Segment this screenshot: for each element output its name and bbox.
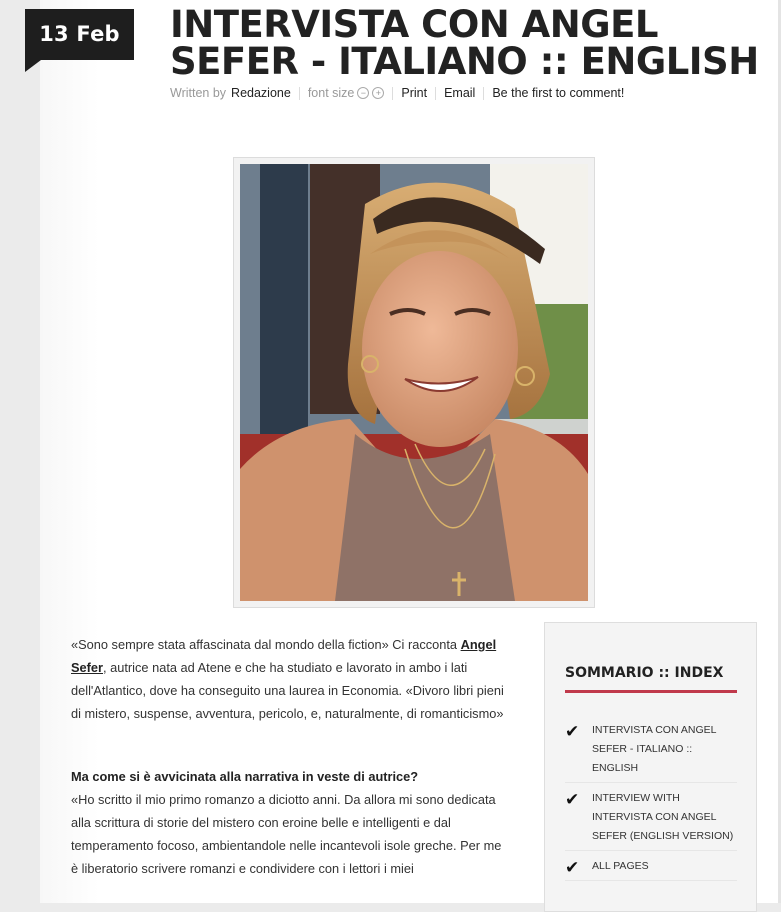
article-title: INTERVISTA CON ANGEL SEFER - ITALIANO :: ENGLISH xyxy=(170,3,759,83)
written-by-label: Written by xyxy=(170,86,227,100)
author-name: Redazione xyxy=(231,86,291,100)
check-icon: ✔ xyxy=(565,722,580,741)
intro-prefix: «Sono sempre stata affascinata dal mondo della fiction» Ci racconta xyxy=(71,637,461,652)
meta-divider xyxy=(299,87,300,100)
comment-link[interactable]: Be the first to comment! xyxy=(492,86,625,100)
interview-question: Ma come si è avvicinata alla narrativa in veste di autrice? xyxy=(71,769,419,784)
author-link[interactable]: Angel Sefer xyxy=(71,637,497,675)
toc-item[interactable] xyxy=(565,857,737,881)
article-body xyxy=(71,633,511,880)
toc-item-label: INTERVIEW WITH INTERVISTA CON ANGEL SEFER (ENGLISH VERSION) xyxy=(592,792,734,842)
toc-item[interactable] xyxy=(565,721,737,783)
meta-divider xyxy=(483,87,484,100)
font-decrease-button[interactable]: − xyxy=(357,87,369,99)
intro-paragraph xyxy=(71,633,511,725)
toc-list xyxy=(565,721,737,887)
intro-suffix: , autrice nata ad Atene e che ha studiato e lavorato in ambo i lati dell'Atlantico, dove ha conseguito una laurea in Economia. «Divoro libri pieni di mistero, suspense, avventura, pericolo, e, naturalmente, di romanticismo» xyxy=(71,660,504,721)
toc-sidebar xyxy=(544,622,757,912)
author-photo xyxy=(240,164,588,601)
toc-title: SOMMARIO :: INDEX xyxy=(565,665,724,681)
check-icon: ✔ xyxy=(565,858,580,877)
photo-frame xyxy=(233,157,595,608)
print-link[interactable]: Print xyxy=(401,86,428,100)
date-badge-fold xyxy=(25,60,41,72)
date-badge: 13 Feb xyxy=(25,9,134,60)
toc-item-label: ALL PAGES xyxy=(592,860,649,872)
toc-title-underline xyxy=(565,690,737,693)
toc-item-label: INTERVISTA CON ANGEL SEFER - ITALIANO :: ENGLISH xyxy=(592,724,717,774)
check-icon: ✔ xyxy=(565,790,580,809)
toc-item[interactable] xyxy=(565,789,737,851)
meta-divider xyxy=(392,87,393,100)
meta-divider xyxy=(435,87,436,100)
interview-answer: «Ho scritto il mio primo romanzo a diciotto anni. Da allora mi sono dedicata alla scrittura di storie del mistero con eroine belle e intelligenti e dal temperamento focoso, ambientandole nelle incantevoli isole greche. Per me è liberatorio scrivere romanzi e condividere con i lettori i miei xyxy=(71,792,502,876)
email-link[interactable]: Email xyxy=(444,86,476,100)
font-increase-button[interactable]: + xyxy=(372,87,384,99)
font-size-label: font size xyxy=(307,86,355,100)
article-meta xyxy=(170,86,624,100)
